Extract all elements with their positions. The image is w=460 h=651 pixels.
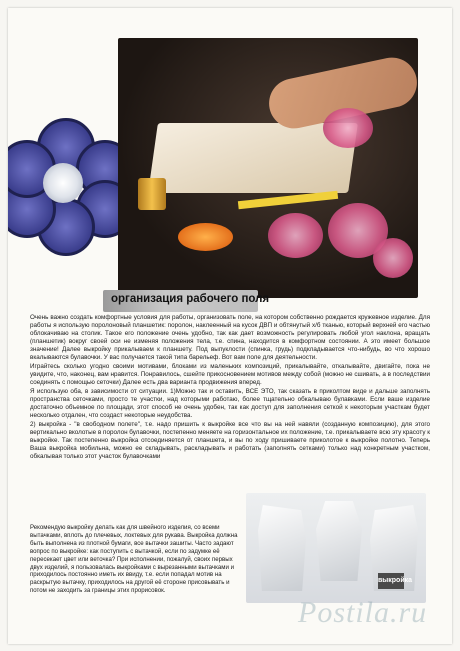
lace-motif [323, 108, 373, 148]
pattern-piece [316, 501, 362, 581]
paragraph: Рекомендую выкройку делать как для швейного изделия, со всеми вытачками, вплоть до плечевых, локтевых для рукава. Выкройка должна быть выполнена из плотной бумаги, все вытачки зашиты. Часто задают вопрос по выкройке: как поступить с вытачкой, если по задумке её пересекает цвет или веточка? При исполнении, пожалуй, своих первых двух изделий, я пользовалась выкройками с вырезанными вытачками и приходилось постоянно иметь их ввиду, т.е. если попадал мотив на раскрытую вытачку, приходилось на другой её стороне присовывать и потом не заходить за границы этих прорисовок. [30, 524, 238, 595]
paragraph: Играйтесь сколько угодно своими мотивами, блоками из маленьких композиций, прикалывайте, откалывайте, двигайте, пока не увидите, что, наконец, вам нравится. Понравилось, сшейте прикосновением мотивов между собой (можно не сшивать, а в последствии соединять с помощью сеточки) Далее есть два варианта продвижения вперед. [30, 363, 430, 387]
pincushion [178, 223, 233, 251]
lace-motif [373, 238, 413, 278]
workspace-photo [118, 38, 418, 298]
lace-motif [268, 213, 323, 258]
crochet-flower-photo [8, 118, 128, 248]
thread-spool [138, 178, 166, 210]
paragraph: Очень важно создать комфортные условия для работы, организовать поле, на котором собственно рождается кружевное изделие. Для работы я использую поролоновый планшетик: поролон, наклеенный на кусок ДВП и обтянутый х/б тканью, который верхней его частью облокачиваю на столик. Такое его положение очень удобно, так как дает возможность регулировать любой угол наклона, вращать (планшетик) вокруг своей оси не изменяя положения тела, т.е. спина, находится в комфортном состоянии. А это имеет большое значение! Далее выкройку прикалываем к планшету. Под выпуклости (спинка, грудь) подкладывается что-нибудь, во что хорошо вкалываются булавочки. У вас получается такой типа барельеф. Вот вам поле для деятельности. [30, 314, 430, 362]
paragraph: Я использую оба, в зависимости от ситуации. 1)Можно так и оставить, ВСЕ ЭТО, так сказать в приколтом виде и дальше заполнять пространства сеточками, просто те участки, над которыми работаю, более тщательно обкалываю булавками. Если ваше изделие достаточно объемное по площади, этот способ не очень удобен, так как доступ для заполнения сеткой к некоторым участкам будет несколько отдален, что создаст некоторые неудобства. [30, 387, 430, 420]
watermark: Postila.ru [298, 596, 428, 629]
paragraph: 2) выкройка - "в свободном полете", т.е. надо пришить к выкройке все что вы на ней навяли (созданную композицию), для этого вертикально вколотые в поролон булавочки, постепенно меняете на горизонтальное их положение, т.е. прикалываете всю эту красоту к выкройке. Так постепенно выкройка отсоединяется от планшета, и вы по ходу пришиваете приколотое к выкройке полотно. Теперь Ваша выкройка мобильна, можно ее складывать, раскладывать и работать (заполнять сетками) только над конкретным участком, обкалывая только этот участок булавочками [30, 420, 430, 461]
pattern-label: выкройка [378, 573, 404, 589]
magazine-page [8, 8, 452, 644]
section-title-band [103, 290, 270, 312]
section-title: организация рабочего поля [111, 293, 270, 305]
pattern-piece [258, 505, 306, 591]
flower-center [43, 163, 83, 203]
article-sidebar-text [30, 524, 240, 595]
article-body [30, 314, 430, 462]
paper-patterns-photo [246, 493, 426, 603]
ruler [238, 191, 338, 209]
